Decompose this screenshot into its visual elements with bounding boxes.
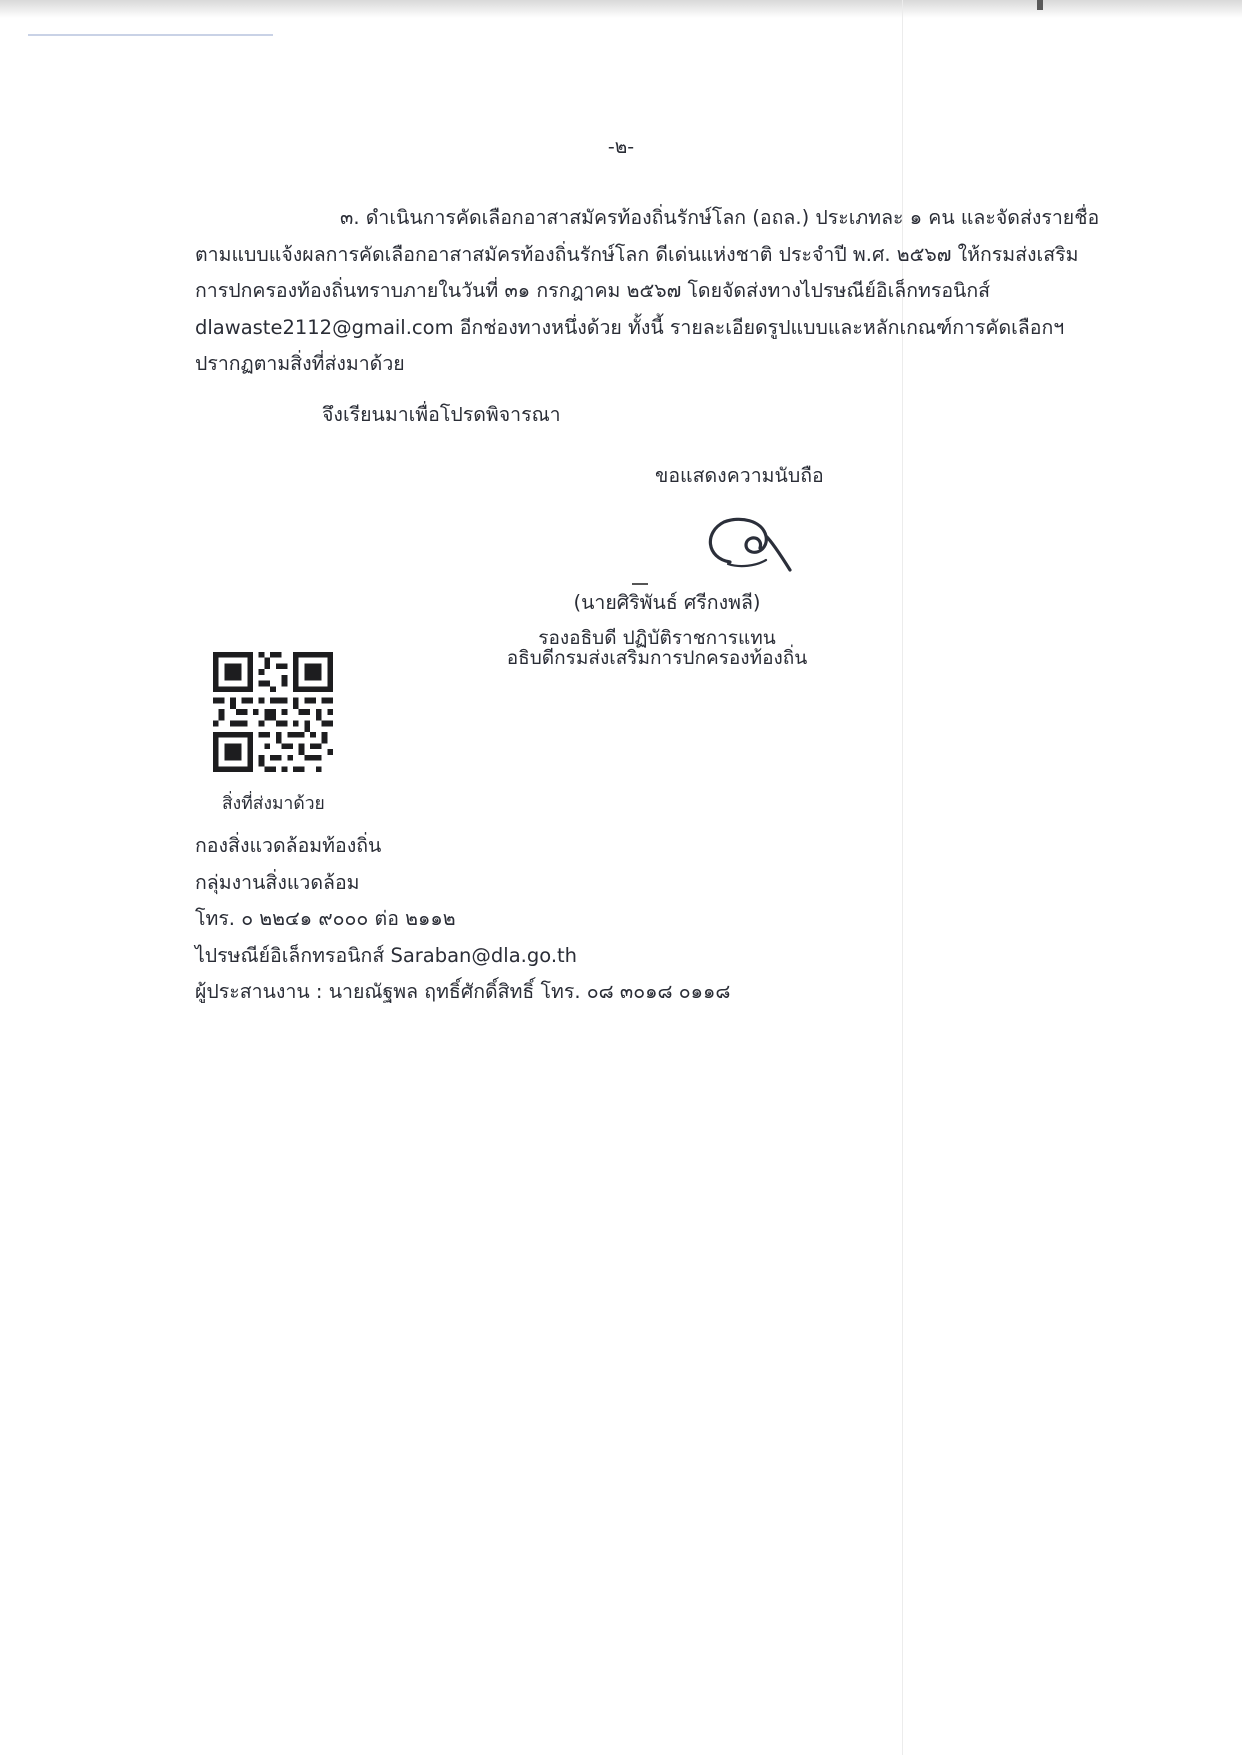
contact-group: กลุ่มงานสิ่งแวดล้อม <box>195 870 360 894</box>
attachment-label: สิ่งที่ส่งมาด้วย <box>222 794 325 814</box>
regards-text: ขอแสดงความนับถือ <box>655 464 824 487</box>
signatory-name: (นายศิริพันธ์ ศรีกงพลี) <box>573 591 761 614</box>
body-line: การปกครองท้องถิ่นทราบภายในวันที่ ๓๑ กรกฎาคม ๒๕๖๗ โดยจัดส่งทางไปรษณีย์อิเล็กทรอนิกส์ <box>195 279 991 303</box>
body-line: ตามแบบแจ้งผลการคัดเลือกอาสาสมัครท้องถิ่นรักษ์โลก ดีเด่นแห่งชาติ ประจำปี พ.ศ. ๒๕๖๗ ให้กรมส่งเสริม <box>195 242 1079 266</box>
scan-artifact-mark <box>1037 0 1043 10</box>
body-line: ปรากฏตามสิ่งที่ส่งมาด้วย <box>195 352 405 376</box>
contact-division: กองสิ่งแวดล้อมท้องถิ่น <box>195 834 382 857</box>
contact-block <box>195 828 730 1011</box>
signatory-position-line2: อธิบดีกรมส่งเสริมการปกครองท้องถิ่น <box>506 647 808 669</box>
signature-dash <box>632 583 648 585</box>
contact-phone: โทร. ๐ ๒๒๔๑ ๙๐๐๐ ต่อ ๒๑๑๒ <box>195 907 456 931</box>
body-paragraph <box>195 200 1115 383</box>
body-line: ๓. ดำเนินการคัดเลือกอาสาสมัครท้องถิ่นรักษ์โลก (อถล.) ประเภทละ ๑ คน และจัดส่งรายชื่อ <box>340 206 1100 229</box>
contact-coordinator: ผู้ประสานงาน : นายณัฐพล ฤทธิ์ศักดิ์สิทธิ์ โทร. ๐๘ ๓๐๑๘ ๐๑๑๘ <box>195 980 731 1004</box>
page-number: -๒- <box>607 136 635 158</box>
contact-email: ไปรษณีย์อิเล็กทรอนิกส์ Saraban@dla.go.th <box>195 943 578 967</box>
qr-code <box>213 652 333 772</box>
scan-artifact-line <box>28 34 273 36</box>
scan-shadow-top <box>0 0 1242 18</box>
signatory-name-wrapper <box>0 587 1242 618</box>
body-line: dlawaste2112@gmail.com อีกช่องทางหนึ่งด้วย ทั้งนี้ รายละเอียดรูปแบบและหลักเกณฑ์การคัดเลือกฯ <box>195 315 1065 339</box>
handwritten-signature <box>700 510 796 576</box>
closing-text: จึงเรียนมาเพื่อโปรดพิจารณา <box>322 403 561 426</box>
signatory-position-line1: รองอธิบดี ปฏิบัติราชการแทน <box>538 627 776 649</box>
